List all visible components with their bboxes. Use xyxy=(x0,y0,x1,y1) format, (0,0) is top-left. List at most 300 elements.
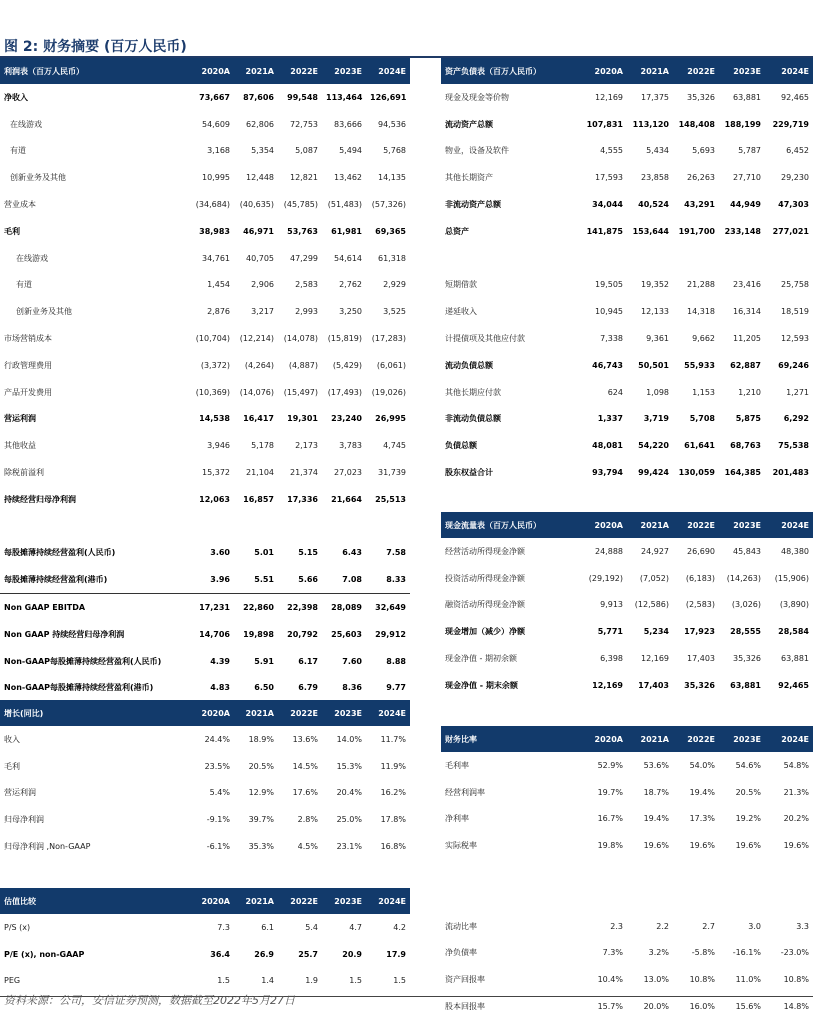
income-value-cell: 2,173 xyxy=(295,441,318,451)
income-row xyxy=(0,352,410,379)
growth-value-cell: 11.9% xyxy=(380,761,406,771)
income-row xyxy=(0,432,410,459)
income-row-label: 每股摊薄持续经营盈利(人民币) xyxy=(4,548,116,558)
financial-ratios-table xyxy=(441,726,813,1020)
ratios-value-cell: 19.8% xyxy=(597,841,623,851)
growth-value-cell: 5.4% xyxy=(209,788,230,798)
income-year-header: 2023E xyxy=(322,58,366,84)
income-value-cell: 25,513 xyxy=(375,494,406,504)
income-value-cell: 3,525 xyxy=(383,307,406,317)
cashflow-value-cell: 48,380 xyxy=(781,546,809,556)
ratios-value-cell: 54.6% xyxy=(735,760,761,770)
balance-row-label: 其他长期应付款 xyxy=(445,387,501,397)
balance-value-cell: 1,210 xyxy=(738,387,761,397)
income-row-label: 创新业务及其他 xyxy=(16,307,72,317)
balance-value-cell: 10,945 xyxy=(595,307,623,317)
balance-value-cell: 50,501 xyxy=(638,360,669,370)
balance-row xyxy=(441,191,813,218)
balance-value-cell: 68,763 xyxy=(730,441,761,451)
income-value-cell: 38,983 xyxy=(199,226,230,236)
ratios-row xyxy=(441,886,813,913)
balance-value-cell: 5,708 xyxy=(689,414,715,424)
growth-value-cell: 4.5% xyxy=(297,842,318,852)
valuation-value-cell: 20.9 xyxy=(342,949,362,959)
income-value-cell: 47,299 xyxy=(290,253,318,263)
ratios-value-cell xyxy=(627,886,673,913)
balance-row xyxy=(441,325,813,352)
income-value-cell: 20,792 xyxy=(287,629,318,639)
cashflow-row-label: 经营活动所得现金净额 xyxy=(445,546,525,556)
cashflow-value-cell: 5,234 xyxy=(643,627,669,637)
balance-value-cell: 21,288 xyxy=(687,280,715,290)
growth-value-cell: 20.4% xyxy=(336,788,362,798)
ratios-value-cell: 19.7% xyxy=(597,787,623,797)
income-value-cell: 6.79 xyxy=(298,683,318,693)
ratios-value-cell: 10.8% xyxy=(783,975,809,985)
balance-value-cell xyxy=(673,245,719,272)
balance-row-label: 计提债项及其他应付款 xyxy=(445,334,525,344)
valuation-value-cell: 1.5 xyxy=(217,976,230,986)
cashflow-value-cell: 35,326 xyxy=(684,680,715,690)
balance-row-label: 非流动资产总额 xyxy=(445,200,501,210)
balance-value-cell: 99,424 xyxy=(638,468,669,478)
valuation-value-cell: 1.4 xyxy=(261,976,274,986)
cashflow-row xyxy=(441,538,813,565)
balance-row-label: 流动资产总额 xyxy=(445,119,493,129)
income-value-cell: 4,745 xyxy=(383,441,406,451)
balance-value-cell: 93,794 xyxy=(592,468,623,478)
income-value-cell: 14,538 xyxy=(199,414,230,424)
balance-value-cell xyxy=(719,245,765,272)
income-row-label: Non GAAP 持续经营归母净利润 xyxy=(4,629,125,639)
ratios-value-cell: 14.8% xyxy=(783,1002,809,1012)
income-value-cell: 19,898 xyxy=(243,629,274,639)
ratios-value-cell: 15.6% xyxy=(735,1002,761,1012)
ratios-value-cell: 2.7 xyxy=(702,921,715,931)
balance-value-cell: 27,710 xyxy=(733,173,761,183)
income-value-cell xyxy=(322,513,366,540)
income-value-cell: (14,076) xyxy=(239,387,274,397)
cashflow-row xyxy=(441,645,813,672)
income-row-label: 营运利润 xyxy=(4,414,36,424)
income-value-cell: 3,250 xyxy=(339,307,362,317)
valuation-year-header: 2024E xyxy=(366,888,410,914)
income-value-cell: 2,993 xyxy=(295,307,318,317)
ratios-row xyxy=(441,859,813,886)
balance-value-cell: 55,933 xyxy=(684,360,715,370)
income-value-cell: 34,761 xyxy=(202,253,230,263)
balance-row xyxy=(441,272,813,299)
income-value-cell: (5,429) xyxy=(332,360,362,370)
balance-value-cell: 164,385 xyxy=(724,468,761,478)
ratios-row-label: 经营利润率 xyxy=(445,787,485,797)
income-value-cell: (10,704) xyxy=(195,334,230,344)
balance-row xyxy=(441,111,813,138)
income-value-cell: 94,536 xyxy=(378,119,406,129)
ratios-row-label: 毛利率 xyxy=(445,760,469,770)
income-value-cell: 5,087 xyxy=(295,146,318,156)
valuation-year-header: 2021A xyxy=(234,888,278,914)
growth-value-cell: 15.3% xyxy=(336,761,362,771)
income-value-cell: 72,753 xyxy=(290,119,318,129)
income-value-cell: (4,887) xyxy=(288,360,318,370)
cashflow-row-label: 投资活动所得现金净额 xyxy=(445,573,525,583)
ratios-header-row xyxy=(441,726,813,752)
income-row xyxy=(0,191,410,218)
balance-value-cell: 17,593 xyxy=(595,173,623,183)
cashflow-value-cell: 9,913 xyxy=(600,600,623,610)
balance-value-cell: 6,292 xyxy=(783,414,809,424)
cashflow-value-cell: (14,263) xyxy=(726,573,761,583)
cashflow-value-cell: (3,890) xyxy=(779,600,809,610)
valuation-header-row xyxy=(0,888,410,914)
income-row-label: 毛利 xyxy=(4,226,20,236)
balance-row xyxy=(441,406,813,433)
income-value-cell: 3.60 xyxy=(210,548,230,558)
income-value-cell: 12,448 xyxy=(246,173,274,183)
balance-row-label: 流动负债总额 xyxy=(445,360,493,370)
balance-sheet-table xyxy=(441,58,813,486)
ratios-value-cell xyxy=(581,886,627,913)
ratios-year-header: 2020A xyxy=(581,726,627,752)
valuation-row-label: PEG xyxy=(4,976,21,986)
balance-row xyxy=(441,218,813,245)
income-value-cell: 40,705 xyxy=(246,253,274,263)
income-row xyxy=(0,594,410,621)
ratios-row xyxy=(441,993,813,1020)
ratios-value-cell: 3.2% xyxy=(648,948,669,958)
ratios-value-cell: 10.4% xyxy=(597,975,623,985)
valuation-row xyxy=(0,941,410,968)
ratios-value-cell xyxy=(765,886,813,913)
ratios-value-cell: 10.8% xyxy=(689,975,715,985)
income-value-cell: (17,493) xyxy=(327,387,362,397)
income-value-cell: 2,929 xyxy=(383,280,406,290)
cashflow-value-cell: 17,403 xyxy=(687,654,715,664)
cashflow-value-cell: 28,584 xyxy=(778,627,809,637)
balance-row-label: 短期借款 xyxy=(445,280,477,290)
ratios-value-cell xyxy=(765,859,813,886)
growth-section-title: 增长(同比) xyxy=(0,700,190,726)
balance-value-cell: 229,719 xyxy=(772,119,809,129)
income-value-cell: 5,768 xyxy=(383,146,406,156)
growth-header-row xyxy=(0,700,410,726)
income-value-cell: 12,821 xyxy=(290,173,318,183)
figure-title: 图 2: 财务摘要 (百万人民币) xyxy=(4,39,187,55)
balance-value-cell: 16,314 xyxy=(733,307,761,317)
income-value-cell: 16,857 xyxy=(243,494,274,504)
income-value-cell: (15,497) xyxy=(283,387,318,397)
valuation-year-header: 2020A xyxy=(190,888,234,914)
income-row xyxy=(0,111,410,138)
ratios-section-title: 财务比率 xyxy=(441,726,581,752)
ratios-year-header: 2021A xyxy=(627,726,673,752)
balance-value-cell: 191,700 xyxy=(678,226,715,236)
income-value-cell: (15,819) xyxy=(327,334,362,344)
growth-year-header: 2024E xyxy=(366,700,410,726)
income-row xyxy=(0,406,410,433)
cashflow-year-header: 2023E xyxy=(719,512,765,538)
ratios-value-cell xyxy=(581,859,627,886)
balance-row xyxy=(441,298,813,325)
ratios-value-cell: 16.0% xyxy=(689,1002,715,1012)
growth-row-label: 收入 xyxy=(4,734,20,744)
income-value-cell: 2,906 xyxy=(251,280,274,290)
income-value-cell: 3,217 xyxy=(251,307,274,317)
growth-value-cell: 12.9% xyxy=(248,788,274,798)
valuation-value-cell: 26.9 xyxy=(254,949,274,959)
balance-value-cell: 35,326 xyxy=(687,92,715,102)
income-value-cell: 3,168 xyxy=(207,146,230,156)
balance-value-cell: 34,044 xyxy=(592,200,623,210)
income-row-label: 净收入 xyxy=(4,92,28,102)
income-row-label: 产品开发费用 xyxy=(4,387,52,397)
ratios-value-cell: 20.2% xyxy=(783,814,809,824)
balance-year-header: 2024E xyxy=(765,58,813,84)
balance-value-cell: 12,133 xyxy=(641,307,669,317)
ratios-value-cell xyxy=(673,886,719,913)
balance-year-header: 2020A xyxy=(581,58,627,84)
cashflow-value-cell: 24,927 xyxy=(641,546,669,556)
ratios-value-cell: 3.3 xyxy=(796,921,809,931)
balance-value-cell: 1,337 xyxy=(597,414,623,424)
balance-value-cell: 5,693 xyxy=(692,146,715,156)
growth-table xyxy=(0,700,410,860)
balance-value-cell: 113,120 xyxy=(632,119,669,129)
cashflow-value-cell: 28,555 xyxy=(730,627,761,637)
valuation-section-title: 估值比较 xyxy=(0,888,190,914)
ratios-value-cell: 19.6% xyxy=(783,841,809,851)
valuation-row xyxy=(0,914,410,941)
balance-value-cell: 233,148 xyxy=(724,226,761,236)
ratios-year-header: 2022E xyxy=(673,726,719,752)
ratios-value-cell: 2.2 xyxy=(656,921,669,931)
ratios-row-label: 股本回报率 xyxy=(445,1002,485,1012)
balance-value-cell: 61,641 xyxy=(684,441,715,451)
balance-value-cell: 12,593 xyxy=(781,334,809,344)
income-value-cell: 6.43 xyxy=(342,548,362,558)
income-value-cell: 5,494 xyxy=(339,146,362,156)
income-row xyxy=(0,272,410,299)
ratios-row-label: 实际税率 xyxy=(445,841,477,851)
ratios-value-cell: 21.3% xyxy=(783,787,809,797)
ratios-value-cell: -23.0% xyxy=(780,948,809,958)
cashflow-row-label: 现金增加（减少）净额 xyxy=(445,627,525,637)
growth-value-cell: 14.5% xyxy=(292,761,318,771)
balance-row-label xyxy=(441,245,581,272)
balance-row xyxy=(441,84,813,111)
income-value-cell: 61,981 xyxy=(331,226,362,236)
balance-row xyxy=(441,138,813,165)
balance-year-header: 2023E xyxy=(719,58,765,84)
income-value-cell: 10,995 xyxy=(202,173,230,183)
income-value-cell: 13,462 xyxy=(334,173,362,183)
balance-value-cell: 18,519 xyxy=(781,307,809,317)
income-row xyxy=(0,164,410,191)
income-value-cell: 61,318 xyxy=(378,253,406,263)
income-value-cell xyxy=(366,513,410,540)
ratios-value-cell xyxy=(673,859,719,886)
income-value-cell: 1,454 xyxy=(207,280,230,290)
balance-value-cell: 17,375 xyxy=(641,92,669,102)
cashflow-year-header: 2021A xyxy=(627,512,673,538)
income-value-cell: 4.39 xyxy=(210,656,230,666)
cashflow-value-cell: 26,690 xyxy=(687,546,715,556)
cashflow-value-cell: 24,888 xyxy=(595,546,623,556)
ratios-value-cell: 52.9% xyxy=(597,760,623,770)
balance-value-cell: 3,719 xyxy=(643,414,669,424)
cashflow-value-cell: 17,403 xyxy=(638,680,669,690)
income-value-cell: 32,649 xyxy=(366,594,410,621)
income-value-cell: (3,372) xyxy=(200,360,230,370)
income-value-cell: (17,283) xyxy=(371,334,406,344)
income-value-cell: 22,860 xyxy=(234,594,278,621)
growth-value-cell: 2.8% xyxy=(297,815,318,825)
cashflow-year-header: 2022E xyxy=(673,512,719,538)
cashflow-row xyxy=(441,618,813,645)
balance-value-cell: 153,644 xyxy=(632,226,669,236)
ratios-value-cell: 19.2% xyxy=(735,814,761,824)
income-row-label: Non-GAAP每股摊薄持续经营盈利(人民币) xyxy=(4,656,162,666)
source-footnote: 资料来源：公司，安信证券预测，数据截至2022年5月27日 xyxy=(4,994,295,1007)
balance-value-cell xyxy=(581,245,627,272)
valuation-row-label: P/E (x), non-GAAP xyxy=(4,949,85,959)
balance-row xyxy=(441,432,813,459)
cashflow-row-label: 现金净值 - 期末余额 xyxy=(445,680,518,690)
growth-value-cell: 39.7% xyxy=(248,815,274,825)
income-row xyxy=(0,540,410,567)
valuation-value-cell: 25.7 xyxy=(298,949,318,959)
ratios-row xyxy=(441,832,813,859)
growth-value-cell: 17.6% xyxy=(292,788,318,798)
valuation-value-cell: 36.4 xyxy=(210,949,230,959)
income-value-cell: 19,301 xyxy=(287,414,318,424)
cashflow-value-cell: 12,169 xyxy=(592,680,623,690)
income-value-cell: 21,104 xyxy=(246,468,274,478)
income-row xyxy=(0,245,410,272)
income-value-cell: 28,089 xyxy=(322,594,366,621)
balance-value-cell: 1,098 xyxy=(646,387,669,397)
balance-row xyxy=(441,352,813,379)
income-row xyxy=(0,459,410,486)
income-value-cell: 62,806 xyxy=(246,119,274,129)
cashflow-value-cell: (12,586) xyxy=(634,600,669,610)
balance-year-header: 2022E xyxy=(673,58,719,84)
ratios-value-cell: 7.3% xyxy=(602,948,623,958)
income-value-cell: 8.33 xyxy=(386,575,406,585)
income-value-cell: 7.58 xyxy=(386,548,406,558)
balance-value-cell: 75,538 xyxy=(778,441,809,451)
cashflow-value-cell: 6,398 xyxy=(600,654,623,664)
income-row xyxy=(0,513,410,540)
cashflow-value-cell: (2,583) xyxy=(685,600,715,610)
growth-value-cell: 14.0% xyxy=(336,734,362,744)
growth-value-cell: 13.6% xyxy=(292,734,318,744)
income-year-header: 2024E xyxy=(366,58,410,84)
growth-value-cell: 16.2% xyxy=(380,788,406,798)
income-value-cell: 26,995 xyxy=(375,414,406,424)
income-value-cell: 21,374 xyxy=(290,468,318,478)
valuation-value-cell: 6.1 xyxy=(261,922,274,932)
income-row xyxy=(0,218,410,245)
income-row-label: 营业成本 xyxy=(4,200,36,210)
income-row xyxy=(0,298,410,325)
growth-row-label: 营运利润 xyxy=(4,788,36,798)
ratios-value-cell: 16.7% xyxy=(597,814,623,824)
balance-value-cell: 48,081 xyxy=(592,441,623,451)
balance-row-label: 非流动负债总额 xyxy=(445,414,501,424)
balance-value-cell: 46,743 xyxy=(592,360,623,370)
income-value-cell: 9.77 xyxy=(386,683,406,693)
balance-value-cell xyxy=(627,245,673,272)
income-value-cell: 87,606 xyxy=(243,92,274,102)
ratios-value-cell: 20.5% xyxy=(735,787,761,797)
ratios-value-cell: 19.6% xyxy=(689,841,715,851)
valuation-value-cell: 4.7 xyxy=(349,922,362,932)
income-value-cell xyxy=(190,513,234,540)
balance-value-cell: 130,059 xyxy=(678,468,715,478)
income-value-cell: (14,078) xyxy=(283,334,318,344)
balance-value-cell xyxy=(765,245,813,272)
growth-year-header: 2023E xyxy=(322,700,366,726)
ratios-value-cell xyxy=(719,886,765,913)
income-value-cell: 5,354 xyxy=(251,146,274,156)
balance-value-cell: 12,169 xyxy=(595,92,623,102)
income-value-cell: 7.60 xyxy=(342,656,362,666)
balance-value-cell: 47,303 xyxy=(778,200,809,210)
income-value-cell: 17,336 xyxy=(287,494,318,504)
growth-value-cell: -6.1% xyxy=(206,842,230,852)
growth-value-cell: 25.0% xyxy=(336,815,362,825)
cashflow-row-label: 现金净值 - 期初余额 xyxy=(445,654,517,664)
income-year-header: 2021A xyxy=(234,58,278,84)
income-value-cell: 46,971 xyxy=(243,226,274,236)
growth-value-cell: 23.1% xyxy=(336,842,362,852)
cashflow-value-cell: 12,169 xyxy=(641,654,669,664)
balance-row xyxy=(441,245,813,272)
income-row xyxy=(0,325,410,352)
income-value-cell: 2,876 xyxy=(207,307,230,317)
balance-value-cell: 43,291 xyxy=(684,200,715,210)
growth-row-label: 毛利 xyxy=(4,761,20,771)
balance-value-cell: 14,318 xyxy=(687,307,715,317)
balance-row-label: 物业，设备及软件 xyxy=(445,146,509,156)
balance-header-row xyxy=(441,58,813,84)
balance-value-cell: 62,887 xyxy=(730,360,761,370)
income-row xyxy=(0,84,410,111)
growth-row xyxy=(0,833,410,860)
income-row xyxy=(0,566,410,593)
cashflow-value-cell: 45,843 xyxy=(733,546,761,556)
income-row-label: 有道 xyxy=(10,146,26,156)
balance-value-cell: 29,230 xyxy=(781,173,809,183)
valuation-value-cell: 5.4 xyxy=(305,922,318,932)
income-value-cell: 126,691 xyxy=(370,92,407,102)
ratios-row xyxy=(441,940,813,967)
growth-value-cell: 16.8% xyxy=(380,842,406,852)
balance-value-cell: 9,361 xyxy=(646,334,669,344)
income-value-cell: (6,061) xyxy=(376,360,406,370)
ratios-value-cell: -16.1% xyxy=(732,948,761,958)
income-row-label xyxy=(0,513,190,540)
income-value-cell: 16,417 xyxy=(243,414,274,424)
income-value-cell: 5.51 xyxy=(254,575,274,585)
ratios-value-cell: 19.4% xyxy=(643,814,669,824)
income-value-cell: 5.15 xyxy=(298,548,318,558)
valuation-value-cell: 1.5 xyxy=(393,976,406,986)
cashflow-value-cell: (3,026) xyxy=(731,600,761,610)
balance-value-cell: 19,505 xyxy=(595,280,623,290)
